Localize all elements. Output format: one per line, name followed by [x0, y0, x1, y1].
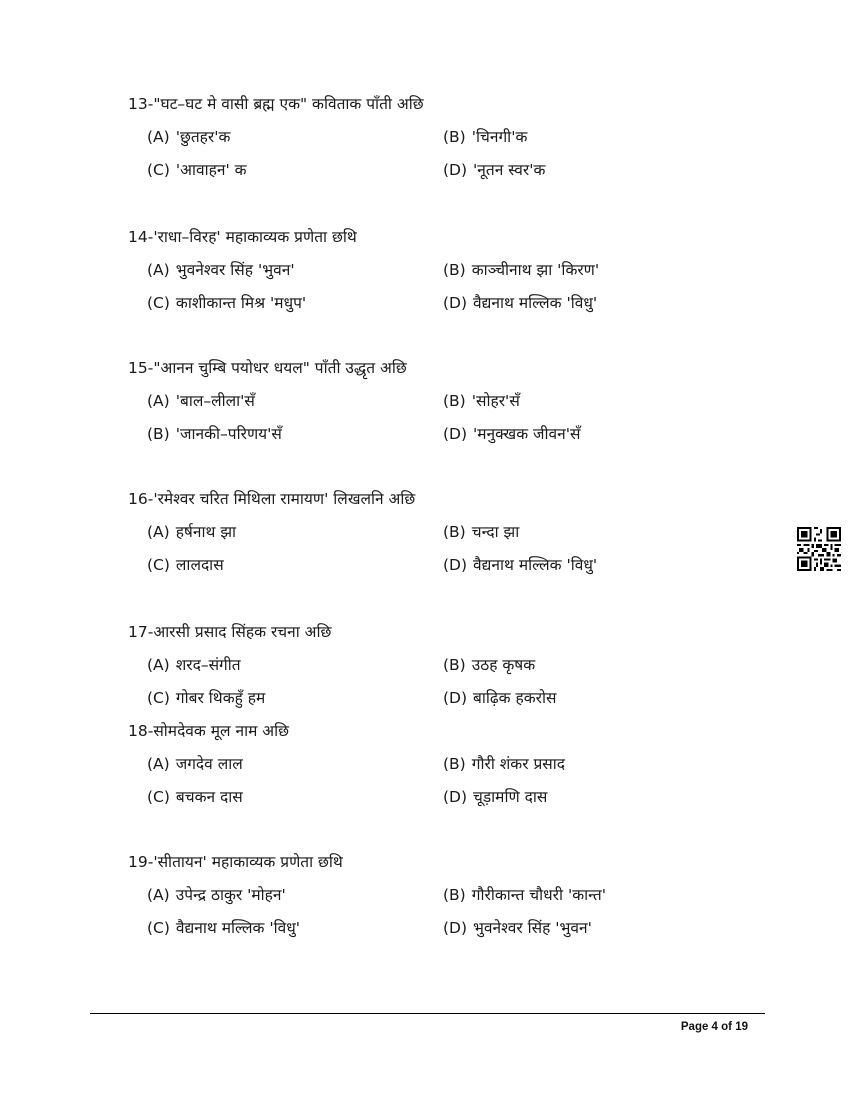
option-c[interactable]: (C) बचकन दास — [147, 788, 243, 806]
question-text: 15-"आनन चुम्बि पयोधर धयल" पाँती उद्धृत अछि — [128, 359, 407, 377]
qr-code-icon — [797, 527, 841, 571]
page-number: Page 4 of 19 — [680, 1021, 748, 1033]
option-b[interactable]: (B) गौरी शंकर प्रसाद — [443, 755, 566, 773]
footer-divider — [90, 1013, 765, 1014]
question-19 — [128, 852, 768, 951]
option-d[interactable]: (D) 'मनुक्खक जीवन'सँ — [443, 425, 581, 443]
option-d[interactable]: (D) भुवनेश्वर सिंह 'भुवन' — [443, 919, 592, 937]
option-a[interactable]: (A) भुवनेश्वर सिंह 'भुवन' — [147, 261, 295, 279]
question-text: 19-'सीतायन' महाकाव्यक प्रणेता छथि — [128, 853, 343, 871]
option-b[interactable]: (B) उठह कृषक — [443, 656, 536, 674]
option-c[interactable]: (C) वैद्यनाथ मल्लिक 'विधु' — [147, 919, 301, 937]
option-d[interactable]: (D) वैद्यनाथ मल्लिक 'विधु' — [443, 294, 598, 312]
question-16 — [128, 489, 768, 588]
option-d[interactable]: (D) 'नूतन स्वर'क — [443, 161, 546, 179]
option-c[interactable]: (C) काशीकान्त मिश्र 'मधुप' — [147, 294, 307, 312]
option-c[interactable]: (C) लालदास — [147, 556, 224, 574]
option-c[interactable]: (C) 'आवाहन' क — [147, 161, 247, 179]
option-d[interactable]: (D) चूड़ामणि दास — [443, 788, 548, 806]
option-a[interactable]: (A) जगदेव लाल — [147, 755, 243, 773]
option-a[interactable]: (A) 'बाल–लीला'सँ — [147, 392, 255, 410]
option-d[interactable]: (D) वैद्यनाथ मल्लिक 'विधु' — [443, 556, 598, 574]
question-text: 13-"घट–घट मे वासी ब्रह्म एक" कविताक पाँती अछि — [128, 95, 424, 113]
option-a[interactable]: (A) हर्षनाथ झा — [147, 523, 237, 541]
option-b[interactable]: (B) चन्दा झा — [443, 523, 520, 541]
option-a[interactable]: (A) उपेन्द्र ठाकुर 'मोहन' — [147, 886, 286, 904]
question-18 — [128, 721, 768, 820]
question-text: 18-सोमदेवक मूल नाम अछि — [128, 722, 289, 740]
option-a[interactable]: (A) 'छुतहर'क — [147, 128, 231, 146]
question-13 — [128, 94, 768, 193]
option-b[interactable]: (B) 'सोहर'सँ — [443, 392, 520, 410]
option-a[interactable]: (A) शरद–संगीत — [147, 656, 241, 674]
option-d[interactable]: (D) बाढ़िक हकरोस — [443, 689, 557, 707]
question-15 — [128, 358, 768, 457]
option-b[interactable]: (B) काञ्चीनाथ झा 'किरण' — [443, 261, 600, 279]
question-text: 14-'राधा–विरह' महाकाव्यक प्रणेता छथि — [128, 228, 357, 246]
question-14 — [128, 227, 768, 326]
option-b[interactable]: (B) 'चिनगी'क — [443, 128, 528, 146]
question-text: 16-'रमेश्वर चरित मिथिला रामायण' लिखलनि अछि — [128, 490, 416, 508]
question-text: 17-आरसी प्रसाद सिंहक रचना अछि — [128, 623, 332, 641]
option-c[interactable]: (B) 'जानकी–परिणय'सँ — [147, 425, 282, 443]
question-17 — [128, 622, 768, 721]
option-b[interactable]: (B) गौरीकान्त चौधरी 'कान्त' — [443, 886, 607, 904]
option-c[interactable]: (C) गोबर थिकहुँ हम — [147, 689, 266, 707]
